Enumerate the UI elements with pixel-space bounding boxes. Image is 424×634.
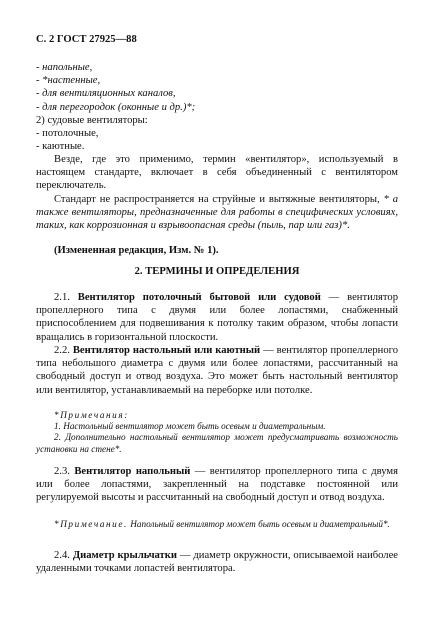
note-label: *Примечание. (54, 519, 128, 529)
section-title: 2. ТЕРМИНЫ И ОПРЕДЕЛЕНИЯ (134, 266, 300, 277)
notes-title: *Примечания: (54, 410, 129, 420)
definition-2-1 (36, 291, 398, 344)
definition-2-2 (36, 344, 398, 397)
definition-text: — диаметр окружности, описываемой наиболее удаленными точками лопастей вентилятора. (36, 550, 398, 575)
list-item: - потолочные, (36, 128, 99, 140)
list-item: - для перегородок (оконные и др.)*; (36, 101, 196, 113)
paragraph-text: Стандарт не распространяется на струйные и вытяжные вентиляторы, (54, 194, 384, 205)
paragraph (36, 193, 398, 233)
definition-text: — вентилятор пропеллерного типа с двумя или более лопастями, снабженный приспособлением для подвешивания к потолку таким образом, чтобы лопасти вращались в горизонтальной плоскости. (36, 292, 398, 343)
note-item: 2. Дополнительно настольный вентилятор может предусматривать возможность установки на стене*. (36, 432, 398, 454)
page-header: С. 2 ГОСТ 27925—88 (36, 34, 137, 45)
fan-types-list (36, 61, 398, 114)
paragraph: Везде, где это применимо, термин «вентилятор», используемый в настоящем стандарте, включает в себя объединенный с вентилятором переключатель. (36, 154, 398, 192)
definition-2-3 (36, 465, 398, 505)
definition-term: Диаметр крыльчатки (72, 550, 177, 561)
amendment-note: (Измененная редакция, Изм. № 1). (54, 245, 219, 256)
item-title: 2) судовые вентиляторы: (36, 115, 148, 126)
notes-block (36, 410, 398, 455)
definition-number: 2.3. (54, 466, 70, 477)
definition-number: 2.2. (54, 345, 70, 356)
list-item: - *настенные, (36, 75, 101, 87)
definition-term: Вентилятор настольный или каютный (72, 345, 261, 356)
list-item: - для вентиляционных каналов, (36, 88, 176, 100)
list-item: - каютные. (36, 141, 85, 153)
definition-text: — вентилятор пропеллерного типа небольшого диаметра с двумя или более лопастями, рассчитанный на свободный доступ и отвод воздуха. Это может быть настольный вентилятор или вентилятор, устанавливаемый на переборке или потолке. (36, 345, 398, 396)
ship-fans-block (36, 114, 398, 154)
list-item: - напольные, (36, 62, 93, 73)
paragraph-italic-text: * а также вентиляторы, предназначенные для работы в специфических условиях, таких, как коррозионная и взрывоопасная среды (пыль, пар или газ)*. (36, 194, 398, 232)
definition-text: — вентилятор пропеллерного типа с двумя или более лопастями, закрепленный на подставке постоянной или регулируемой высоты и рассчитанный на свободный доступ и отвод воздуха. (36, 466, 398, 504)
definition-number: 2.1. (54, 292, 70, 303)
definition-number: 2.4. (54, 550, 70, 561)
note-block (36, 519, 398, 530)
definition-term: Вентилятор напольный (74, 466, 191, 477)
note-text: Напольный вентилятор может быть осевым и диаметральный*. (127, 519, 390, 529)
definition-term: Вентилятор потолочный бытовой или судовой (77, 292, 321, 303)
note-item: 1. Настольный вентилятор может быть осевым и диаметральным. (54, 421, 326, 432)
definition-2-4 (36, 549, 398, 575)
